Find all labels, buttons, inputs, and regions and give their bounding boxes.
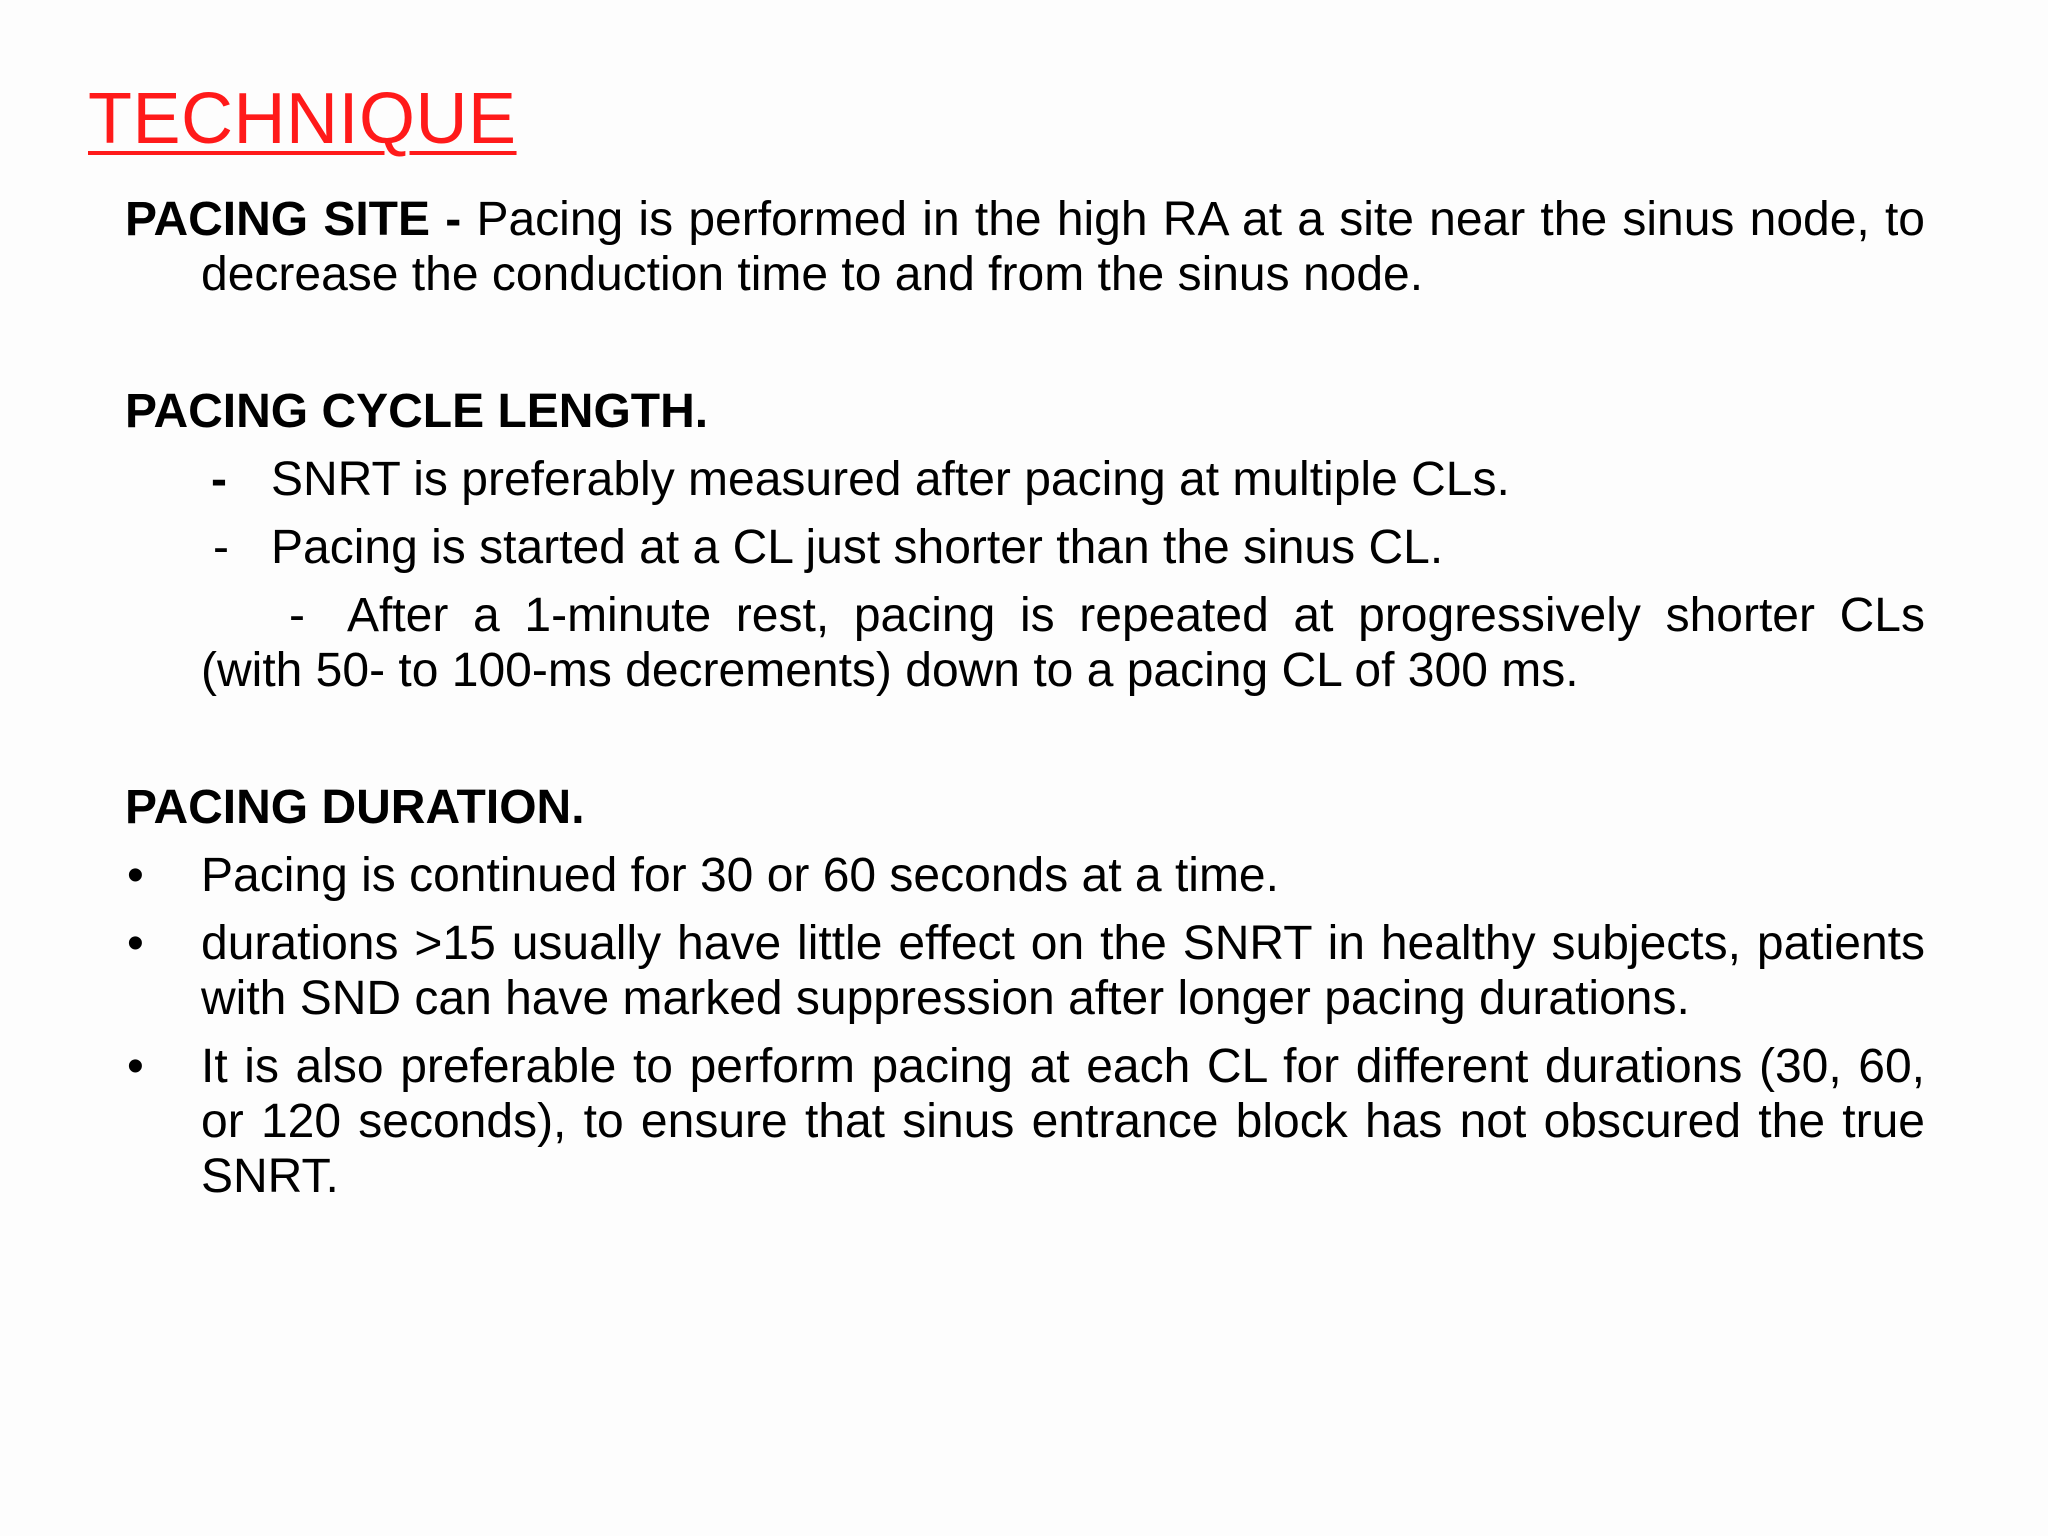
cycle-length-item-text: SNRT is preferably measured after pacing at multiple CLs. (271, 453, 1510, 506)
spacer (125, 302, 1925, 384)
duration-list-item (125, 1039, 1925, 1204)
bullet-icon: • (127, 917, 144, 970)
dash-marker: - (213, 521, 229, 574)
slide-title: TECHNIQUE (88, 79, 517, 159)
cycle-length-item (125, 452, 1925, 507)
spacer (125, 698, 1925, 780)
duration-heading: PACING DURATION. (125, 781, 585, 834)
pacing-site-label: PACING SITE - (125, 193, 462, 246)
slide-content (125, 192, 1925, 1204)
pacing-site-paragraph (125, 192, 1925, 302)
cycle-length-item (125, 588, 1925, 698)
duration-item-text: Pacing is continued for 30 or 60 seconds at a time. (201, 849, 1279, 902)
pacing-site-text: Pacing is performed in the high RA at a site near the sinus node, to decrease the conduction time to and from the sinus node. (201, 193, 1925, 301)
cycle-length-item (125, 520, 1925, 575)
cycle-length-item-text: Pacing is started at a CL just shorter than the sinus CL. (271, 521, 1444, 574)
duration-list-item (125, 848, 1925, 903)
cycle-length-heading: PACING CYCLE LENGTH. (125, 385, 709, 438)
duration-item-text: It is also preferable to perform pacing at each CL for different durations (30, 60, or 120 seconds), to ensure that sinus entrance block has not obscured the true SNRT. (201, 1040, 1925, 1203)
bullet-icon: • (127, 1040, 144, 1093)
duration-list-item (125, 916, 1925, 1026)
cycle-length-item-text: After a 1-minute rest, pacing is repeated at progressively shorter CLs (with 50- to 100-ms decrements) down to a pacing CL of 300 ms. (201, 589, 1925, 697)
duration-item-text: durations >15 usually have little effect on the SNRT in healthy subjects, patients with SND can have marked suppression after longer pacing durations. (201, 917, 1925, 1025)
dash-marker: - (211, 453, 227, 506)
dash-marker: - (289, 589, 305, 642)
bullet-icon: • (127, 849, 144, 902)
